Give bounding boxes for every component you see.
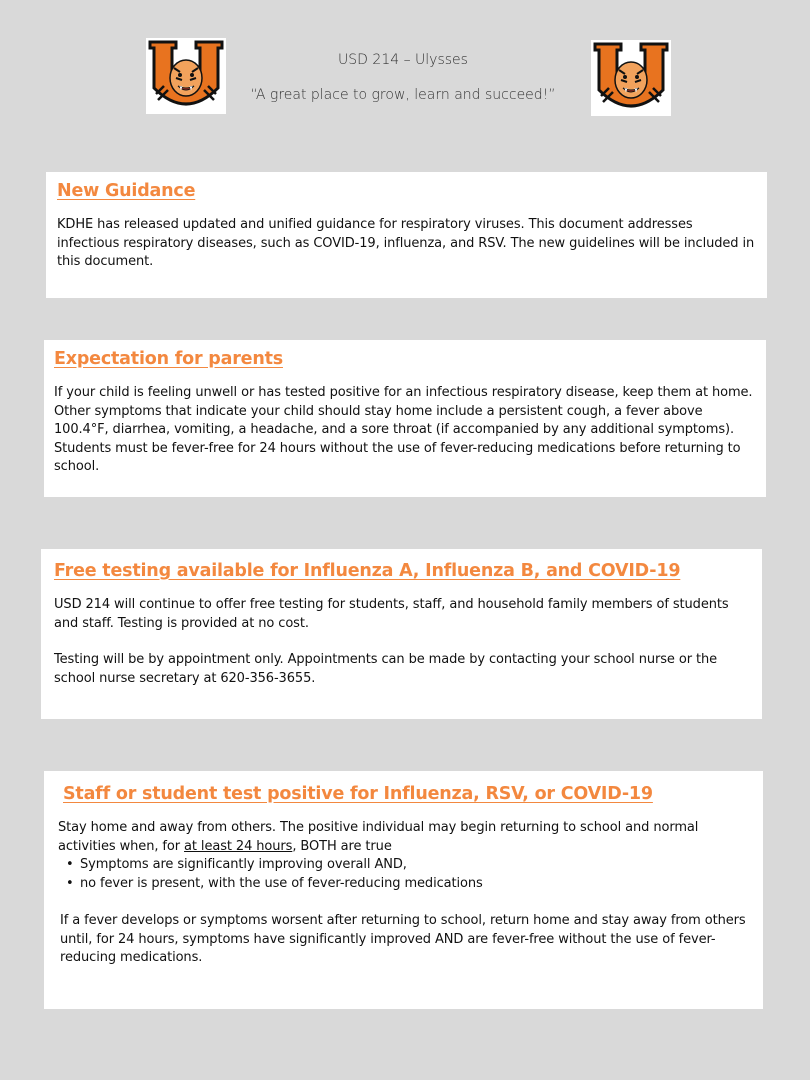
tiger-u-logo-icon: [146, 38, 226, 114]
tiger-u-logo-left: [146, 38, 226, 114]
new-guidance-card: [46, 172, 767, 298]
parents-expectation-heading: Expectation for parents: [54, 349, 283, 369]
intro-underlined: at least 24 hours: [184, 838, 293, 854]
test-positive-card: [44, 771, 763, 1009]
new-guidance-body: KDHE has released updated and unified guidance for respiratory viruses. This document addresses infectious respiratory diseases, such as COVID-19, influenza, and RSV. The new guidelines will be included in this document.: [57, 217, 755, 269]
free-testing-appointment: Testing will be by appointment only. Appointments can be made by contacting your school nurse or the school nurse secretary at 620-356-3655.: [54, 652, 718, 686]
new-guidance-heading: New Guidance: [57, 181, 196, 201]
header: [230, 50, 576, 105]
free-testing-body: USD 214 will continue to offer free testing for students, staff, and household family members of students and staff. Testing is provided at no cost.: [54, 597, 729, 631]
free-testing-card: [41, 549, 762, 719]
intro-text-after: , BOTH are true: [292, 838, 392, 854]
test-positive-heading: Staff or student test positive for Influenza, RSV, or COVID-19: [63, 784, 653, 804]
test-positive-intro: [58, 819, 749, 856]
parents-expectation-card: [44, 340, 766, 497]
tiger-u-logo-icon: [591, 40, 671, 116]
district-motto: “A great place to grow, learn and succeed!”: [250, 87, 556, 103]
intro-text-before: Stay home and away from others. The positive individual may begin returning to school and normal activities when, for: [58, 820, 699, 854]
parents-expectation-body: If your child is feeling unwell or has tested positive for an infectious respiratory disease, keep them at home. Other symptoms that indicate your child should stay home include a persistent cough, a fever above 100.4°F, diarrhea, vomiting, a headache, and a sore throat (if accompanied by any additional symptoms). Students must be fever-free for 24 hours without the use of fever-reducing medications before returning to school.: [54, 385, 753, 474]
free-testing-heading: Free testing available for Influenza A, Influenza B, and COVID-19: [54, 561, 681, 581]
district-name: USD 214 – Ulysses: [338, 52, 468, 68]
list-item: • Symptoms are significantly improving overall AND,: [78, 856, 749, 875]
return-criteria-list: [58, 856, 749, 893]
test-positive-fever-guidance: If a fever develops or symptoms worsent after returning to school, return home and stay away from others until, for 24 hours, symptoms have significantly improved AND are fever-free without the use of fever-reducing medications.: [60, 913, 746, 965]
tiger-u-logo-right: [591, 40, 671, 116]
list-item: • no fever is present, with the use of fever-reducing medications: [78, 875, 749, 894]
